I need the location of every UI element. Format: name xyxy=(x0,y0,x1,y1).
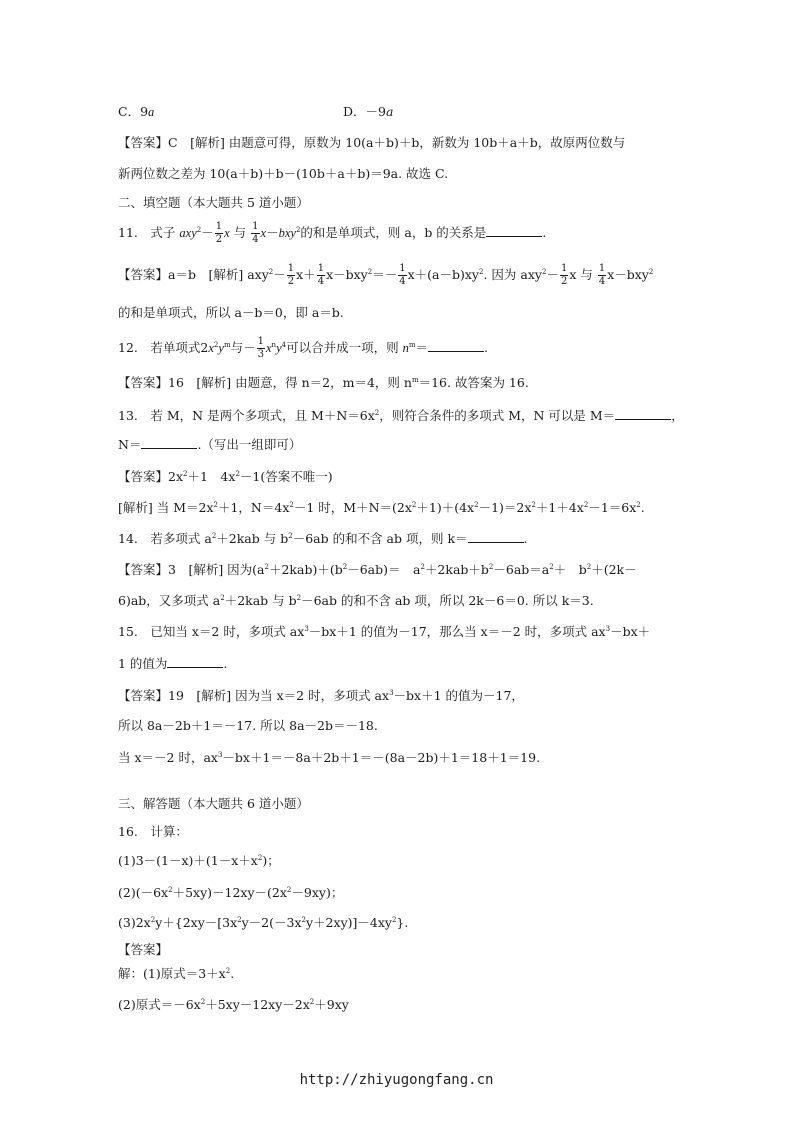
question-16-title: 16. 计算： xyxy=(118,824,188,839)
answer-15-line1: 【答案】19 [解析] 因为当 x＝2 时，多项式 $ax^3-bx+1$ 的值为－17， xyxy=(118,688,524,703)
answer-12: 【答案】16 [解析] 由题意，得 n＝2，m＝4，则 $n^m=16$. 故答案为 16. xyxy=(118,375,529,390)
answer-11-line1: 【答案】a＝b [解析] axy$^2$－ $\frac{1}{2}$ x＋ $\frac{1}{4}$ x－bxy$^2$＝－ $\frac{1}{4}$ $x+(a-b)xy^2$. 因为 axy$^2$－ $\frac{1}{2}$ x 与 $\frac{1}{4}$ x－bxy$^2$ xyxy=(118,263,654,287)
question-15-line2: 1 的值为 . xyxy=(118,656,228,671)
option-c: C．9a xyxy=(118,104,155,119)
fraction-quarter: $\frac{1}{4}$ xyxy=(252,221,259,245)
answer-blank xyxy=(141,437,197,449)
answer-13-line1: 【答案】$2x^2+1$ $4x^2-1$(答案不唯一) xyxy=(118,469,333,484)
question-16-part2: $(2)(-6x^2+5xy)-12xy-(2x^2-9xy)$； xyxy=(118,885,344,900)
answer-blank xyxy=(486,225,542,237)
answer-16-solution1: 解：(1)原式$=3+x^2$. xyxy=(118,966,235,981)
question-14: 14. 若多项式 $a^2+2kab$ 与 $b^2-6ab$ 的和不含 ab 项，则 k＝ . xyxy=(118,531,528,546)
answer-13-line2: [解析] 当 $M=2x^2+1$，$N=4x^2-1$ 时，$M+N=(2x^2+1)+(4x^2-1)=2x^2+1+4x^2-1=6x^2$. xyxy=(118,500,645,515)
question-16-part3: $(3)2x^2y+\{2xy-[3x^2y-2(-3x^2y+2xy)]-4xy^2\}$. xyxy=(118,915,409,930)
question-12: 12. 若单项式$2x^2y^m$与－ $\frac{1}{3}$ $x^ny^4$可以合并成一项，则 $n^m=$ . xyxy=(118,336,488,360)
answer-blank xyxy=(428,340,484,352)
answer-14-line1: 【答案】3 [解析] 因为$(a^2+2kab)+(b^2-6ab)=$ $a^2+2kab+b^2-6ab=a^2+$ $b^2+(2k-$ xyxy=(118,562,637,577)
question-16-part1: $(1)3-(1-x)+(1-x+x^2)$； xyxy=(118,853,280,868)
answer-15-line3: 当 x＝－2 时，$ax^3-bx+1=-8a+2b+1=-(8a-2b)+1=18+1=19$. xyxy=(118,750,541,765)
section-title-solve: 三、解答题（本大题共 6 道小题） xyxy=(118,796,309,811)
fraction-third: $\frac{1}{3}$ xyxy=(257,336,264,360)
answer-11-line2: 的和是单项式，所以 a－b＝0，即 a＝b. xyxy=(118,305,344,320)
answer-14-line2: 6)ab，又多项式 $a^2+2kab$ 与 $b^2-6ab$ 的和不含 ab 项，所以 2k－6＝0. 所以 k＝3. xyxy=(118,593,594,608)
answer-16-label: 【答案】 xyxy=(118,942,169,957)
answer-blank xyxy=(468,531,524,543)
answer-blank xyxy=(615,408,671,420)
answer-16-solution2: (2)原式$=-6x^2+5xy-12xy-2x^2+9xy$ xyxy=(118,997,349,1012)
option-d: D．－9a xyxy=(343,104,394,119)
answer-10-line1: 【答案】C [解析] 由题意可得，原数为 10(a＋b)＋b，新数为 10b＋a＋b，故原两位数与 xyxy=(118,135,626,150)
fraction-half: $\frac{1}{2}$ xyxy=(215,221,223,245)
section-title-fill-in: 二、填空题（本大题共 5 道小题） xyxy=(118,195,309,210)
question-11: 11. 式子 axy$^2$－ $\frac{1}{2}$ x 与 $\frac{1}{4}$ x－bxy$^2$的和是单项式，则 a，b 的关系是 . xyxy=(118,221,547,245)
answer-blank xyxy=(167,656,223,668)
question-15-line1: 15. 已知当 x＝2 时，多项式 $ax^3-bx+1$ 的值为－17，那么当 x＝－2 时，多项式 $ax^3-bx+$ xyxy=(118,624,651,639)
answer-15-line2: 所以 8a－2b＋1＝－17. 所以 8a－2b＝－18. xyxy=(118,718,378,733)
question-13-line1: 13. 若 M，N 是两个多项式，且 $M+N=6x^2$，则符合条件的多项式 M，N 可以是 M＝ ， xyxy=(118,408,684,423)
question-13-line2: N＝ .（写出一组即可） xyxy=(118,437,302,452)
footer-url: http://zhiyugongfang.cn xyxy=(299,1072,494,1088)
answer-10-line2: 新两位数之差为 10(a＋b)＋b－(10b＋a＋b)＝9a. 故选 C. xyxy=(118,166,449,181)
